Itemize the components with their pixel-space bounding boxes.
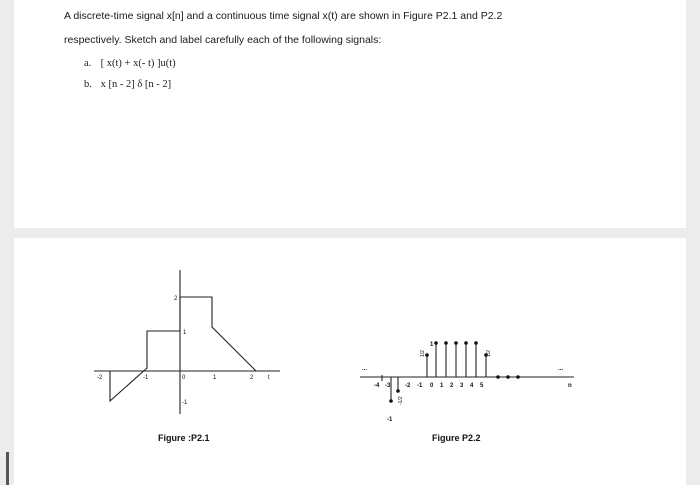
figure-p2-1-plot xyxy=(92,268,292,418)
dot-n2 xyxy=(444,341,448,345)
dot-n5 xyxy=(474,341,478,345)
dot-n4 xyxy=(464,341,468,345)
xtick-0: 0 xyxy=(430,383,434,389)
tick-neg1: -1 xyxy=(143,375,149,381)
n-label: n xyxy=(568,383,572,389)
xtick-neg3: -3 xyxy=(385,383,391,389)
tick-one: 1 xyxy=(213,375,217,381)
dot-n7 xyxy=(496,375,500,379)
figure-p2-2-caption: Figure P2.2 xyxy=(432,433,481,443)
question-line-2: respectively. Sketch and label carefully each of the following signals: xyxy=(64,34,382,46)
xtick-1: 1 xyxy=(440,383,444,389)
figure-p2-2-plot xyxy=(352,325,582,430)
t-label: t xyxy=(268,375,270,381)
xtick-neg1: -1 xyxy=(417,383,423,389)
item-a-label: a. xyxy=(84,58,92,69)
left-edge-bar xyxy=(6,452,9,485)
dot-n1 xyxy=(434,341,438,345)
signal-xt xyxy=(110,297,256,401)
ellipsis-right: ... xyxy=(558,366,564,372)
xtick-3: 3 xyxy=(460,383,464,389)
ellipsis-left: ... xyxy=(362,366,368,372)
xtick-2: 2 xyxy=(450,383,454,389)
item-b-label: b. xyxy=(84,79,92,90)
question-line-1: A discrete-time signal x[n] and a continuous time signal x(t) are shown in Figure P2.1 and P2.2 xyxy=(64,10,503,22)
dot-n3 xyxy=(454,341,458,345)
tick-zero: 0 xyxy=(182,375,186,381)
item-a-text: [ x(t) + x(- t) ]u(t) xyxy=(100,58,176,69)
label-half-right: 1/2 xyxy=(486,350,492,357)
label-bottom-neg1: -1 xyxy=(387,417,393,423)
xtick-neg2: -2 xyxy=(405,383,411,389)
label-half-left: 1/2 xyxy=(420,350,426,357)
item-b-text: x [n - 2] δ [n - 2] xyxy=(100,79,172,90)
label-neg-half: -1/2 xyxy=(398,396,404,405)
dot-n8 xyxy=(506,375,510,379)
xtick-neg4: -4 xyxy=(374,383,380,389)
dot-n-2 xyxy=(396,389,400,393)
dot-n9 xyxy=(516,375,520,379)
item-b xyxy=(84,79,171,90)
tick-y1: 1 xyxy=(183,330,187,336)
xtick-5: 5 xyxy=(480,383,484,389)
figure-p2-1-caption: Figure :P2.1 xyxy=(158,433,210,443)
tick-yneg1: -1 xyxy=(182,400,188,406)
xtick-4: 4 xyxy=(470,383,474,389)
tick-neg2: -2 xyxy=(97,375,103,381)
item-a xyxy=(84,58,176,69)
label-one: 1 xyxy=(430,342,434,348)
tick-y2: 2 xyxy=(174,296,178,302)
tick-two: 2 xyxy=(250,375,254,381)
dot-n-3 xyxy=(389,399,393,403)
